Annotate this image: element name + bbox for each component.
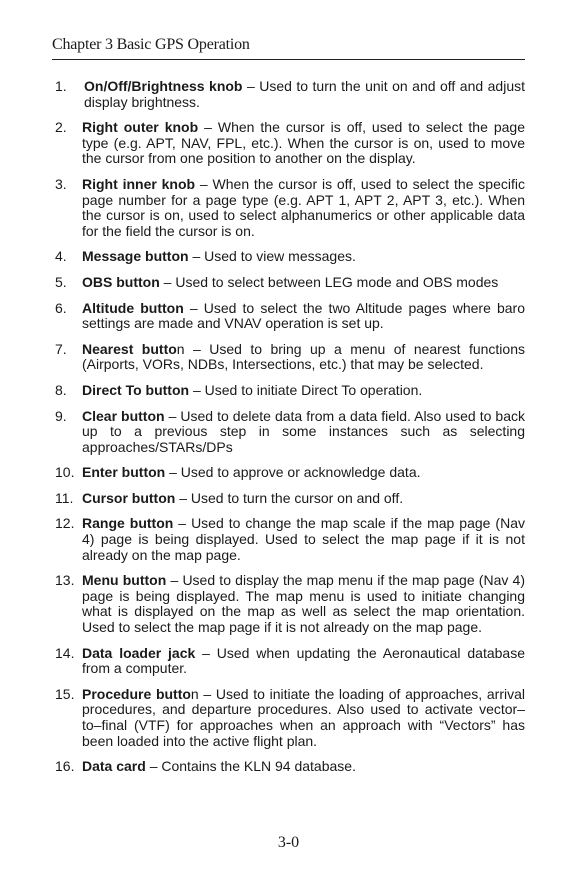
item-number: 16.	[55, 758, 75, 775]
item-number: 4.	[55, 248, 67, 265]
item-description: – Used to change the map scale if the map page (Nav 4) page is being displayed. Used to select the map page if it is not already on the map page.	[82, 515, 525, 563]
item-term: Enter button	[82, 464, 166, 481]
item-number: 5.	[55, 273, 67, 290]
item-text	[82, 465, 525, 481]
item-term: Message button	[82, 248, 189, 265]
item-description: – Used when updating the Aeronautical database from a computer.	[82, 644, 525, 677]
list-item	[55, 177, 525, 239]
item-description: – Used to approve or acknowledge data.	[165, 464, 421, 481]
list-item	[55, 79, 525, 110]
item-text	[82, 249, 525, 265]
list-item	[55, 573, 525, 635]
list-item	[55, 301, 525, 332]
list-item	[55, 120, 525, 167]
item-text	[82, 759, 525, 775]
item-number: 6.	[55, 299, 67, 316]
item-number: 10.	[55, 464, 75, 481]
header-rule	[52, 59, 525, 60]
item-number: 11.	[55, 489, 74, 506]
item-term: Cursor button	[82, 489, 176, 506]
item-term: Data loader jack	[82, 644, 196, 661]
item-description: – Used to delete data from a data field. Also used to back up to a previous step in some instances such as selecting approaches/STARs/DPs	[82, 407, 525, 455]
item-description: – Used to initiate Direct To operation.	[189, 381, 423, 398]
item-description: – Used to select the two Altitude pages where baro settings are made and VNAV operation is set up.	[82, 299, 525, 332]
item-description: – Used to turn the cursor on and off.	[175, 489, 404, 506]
item-number: 3.	[55, 175, 67, 192]
item-text	[82, 383, 525, 399]
item-text	[82, 687, 525, 749]
item-term: Procedure butto	[82, 685, 191, 702]
item-description: n – Used to bring up a menu of nearest functions (Airports, VORs, NDBs, Intersections, etc.) that may be selected.	[82, 340, 525, 373]
list-item	[55, 491, 525, 507]
item-number: 8.	[55, 381, 67, 398]
item-description: – Contains the KLN 94 database.	[145, 758, 356, 775]
item-term: Range button	[82, 515, 174, 532]
list-item	[55, 383, 525, 399]
item-term: Data card	[82, 758, 146, 775]
item-description: – Used to select between LEG mode and OBS modes	[159, 273, 499, 290]
item-text	[82, 491, 525, 507]
item-number: 2.	[55, 119, 67, 136]
item-text	[82, 275, 525, 291]
item-term: Right outer knob	[82, 119, 199, 136]
item-text	[82, 516, 525, 563]
item-text	[82, 342, 525, 373]
item-number: 15.	[55, 685, 75, 702]
item-number: 1.	[55, 78, 67, 94]
page-number: 3-0	[277, 834, 300, 851]
list-item	[55, 516, 525, 563]
item-text	[82, 301, 525, 332]
item-description: n – Used to initiate the loading of approaches, arrival procedures, and departure procedures. Also used to activate vector–to–final (VTF) for approaches when an approach with “Vectors” has been loaded into the active flight plan.	[82, 685, 525, 749]
item-text	[82, 573, 525, 635]
list-item	[55, 465, 525, 481]
item-term: On/Off/Brightness knob	[84, 78, 243, 94]
item-description: – Used to view messages.	[188, 248, 356, 265]
item-description: – When the cursor is off, used to select the specific page number for a page type (e.g. APT 1, APT 2, APT 3, etc.). When the cursor is on, used to select alphanumerics or other applicable data for the field the cursor is on.	[82, 175, 525, 239]
item-number: 14.	[55, 644, 75, 661]
item-text	[82, 120, 525, 167]
item-term: Menu button	[82, 572, 167, 589]
chapter-header: Chapter 3 Basic GPS Operation	[52, 36, 250, 53]
list-item	[55, 275, 525, 291]
list-item	[55, 342, 525, 373]
item-term: OBS button	[82, 273, 160, 290]
item-description: – Used to turn the unit on and off and adjust display brightness.	[84, 78, 525, 110]
list-item	[55, 409, 525, 456]
item-term: Nearest butto	[82, 340, 177, 357]
list-item	[55, 646, 525, 677]
item-term: Direct To button	[82, 381, 190, 398]
item-text	[82, 409, 525, 456]
item-description: – When the cursor is off, used to select the page type (e.g. APT, NAV, FPL, etc.). When the cursor is on, used to move the cursor from one position to another on the display.	[82, 119, 525, 167]
item-term: Altitude button	[82, 299, 184, 316]
control-descriptions-list	[55, 79, 525, 775]
item-number: 9.	[55, 407, 67, 424]
item-number: 13.	[55, 572, 75, 589]
item-number: 12.	[55, 515, 75, 532]
item-term: Clear button	[82, 407, 165, 424]
item-description: – Used to display the map menu if the map page (Nav 4) page is being displayed. The map menu is used to initiate changing what is displayed on the map as well as select the map orientation. Used to select the map page if it is not already on the map page.	[82, 572, 525, 636]
item-text	[84, 79, 525, 110]
item-text	[82, 177, 525, 239]
item-term: Right inner knob	[82, 175, 196, 192]
item-number: 7.	[55, 340, 67, 357]
item-text	[82, 646, 525, 677]
list-item	[55, 759, 525, 775]
list-item	[55, 249, 525, 265]
list-item	[55, 687, 525, 749]
